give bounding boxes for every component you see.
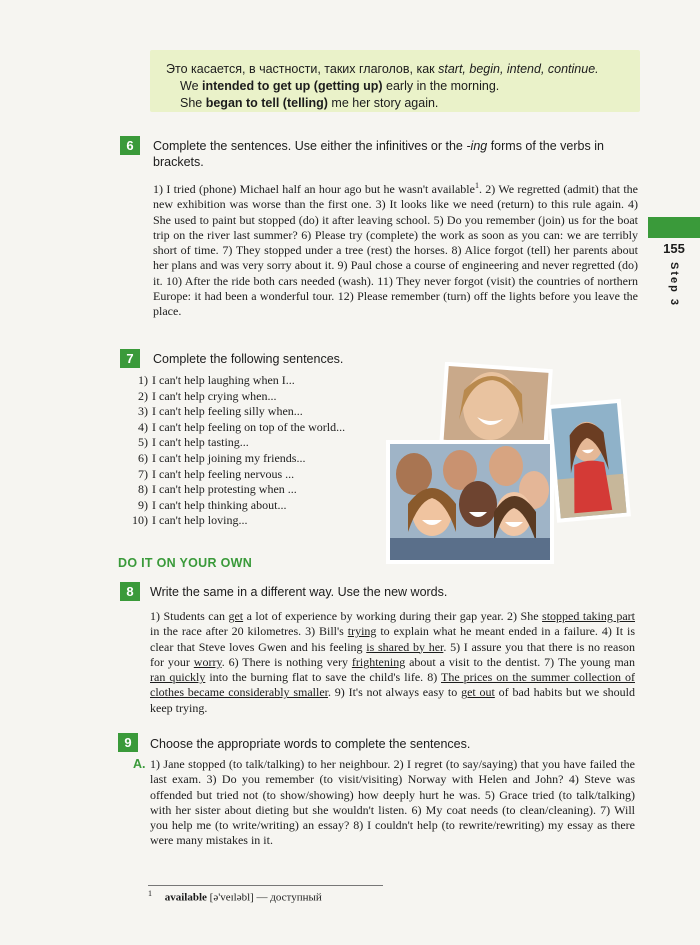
example-text: She bbox=[180, 96, 206, 110]
item-text: I can't help feeling on top of the world... bbox=[152, 419, 346, 434]
sentence-text: a lot of experience by working during their gap year. 2) She bbox=[243, 609, 543, 623]
task-8-number: 8 bbox=[120, 582, 140, 601]
task-6-sentences: 1) I tried (phone) Michael half an hour ago but he wasn't available bbox=[153, 182, 475, 196]
list-item bbox=[124, 498, 394, 514]
item-text: I can't help thinking about... bbox=[152, 497, 287, 512]
list-item bbox=[124, 435, 394, 451]
grammar-rule-box bbox=[150, 50, 640, 112]
page-side-tab bbox=[648, 217, 700, 308]
item-text: I can't help joining my friends... bbox=[152, 450, 306, 465]
item-text: I can't help feeling silly when... bbox=[152, 404, 303, 419]
sentence-text: to explain what he meant ended in a failure. 4) It is clear that Steve loves Gwen and his feeling bbox=[150, 624, 635, 654]
title-text: Complete the sentences. Use either the infinitives or the bbox=[153, 139, 467, 153]
item-text: I can't help laughing when I... bbox=[152, 373, 295, 387]
task-7-number: 7 bbox=[120, 349, 140, 368]
do-it-on-your-own-heading: DO IT ON YOUR OWN bbox=[118, 556, 253, 570]
list-item bbox=[124, 389, 394, 405]
sentence-text: . 9) It's not always easy to bbox=[328, 685, 462, 700]
item-number: 1) bbox=[138, 373, 148, 387]
item-number: 9) bbox=[138, 497, 148, 512]
example-text: early in the morning. bbox=[382, 79, 500, 93]
footnote-word: available bbox=[164, 891, 207, 904]
list-item bbox=[124, 467, 394, 483]
rule-example-2 bbox=[166, 95, 640, 112]
example-highlight: intended to get up (getting up) bbox=[202, 79, 383, 93]
task-9-number: 9 bbox=[118, 733, 138, 752]
underlined-phrase: get bbox=[228, 609, 244, 623]
item-number: 6) bbox=[138, 450, 148, 465]
item-text: I can't help protesting when ... bbox=[152, 482, 297, 497]
sentence-text: . 6) There is nothing very bbox=[221, 654, 352, 669]
sentence-text: 1) Students can bbox=[150, 609, 229, 623]
page-number: 155 bbox=[663, 241, 685, 256]
step-label: Step 3 bbox=[668, 262, 680, 308]
list-item bbox=[124, 482, 394, 498]
footnote-mark: 1 bbox=[474, 181, 479, 190]
footnote-definition: [ə'veɪləbl] — доступный bbox=[206, 891, 322, 904]
title-text: forms of the verbs in brackets. bbox=[153, 139, 604, 169]
item-number: 10) bbox=[132, 513, 148, 528]
title-italic: -ing bbox=[466, 139, 488, 153]
sentence-text: . 5) I assure you that there is no reason for your bbox=[150, 639, 635, 669]
footnote-mark: 1 bbox=[148, 889, 152, 898]
item-text: I can't help feeling nervous ... bbox=[152, 466, 295, 481]
item-number: 3) bbox=[138, 404, 148, 419]
rule-verbs: start, begin, intend, continue. bbox=[438, 62, 599, 76]
item-text: I can't help loving... bbox=[152, 513, 248, 528]
list-item bbox=[124, 420, 394, 436]
item-number: 4) bbox=[138, 419, 148, 434]
item-number: 2) bbox=[138, 388, 148, 403]
item-text: I can't help tasting... bbox=[152, 435, 249, 450]
laughing-people-photo bbox=[386, 362, 631, 564]
list-item bbox=[124, 373, 394, 389]
task-8-title: Write the same in a different way. Use the new words. bbox=[150, 585, 448, 599]
underlined-phrase: frightening bbox=[351, 654, 406, 669]
item-number: 5) bbox=[138, 435, 148, 450]
list-item bbox=[124, 451, 394, 467]
rule-intro-text: Это касается, в частности, таких глаголов, как bbox=[166, 62, 439, 76]
item-number: 8) bbox=[138, 482, 148, 497]
task-6-title bbox=[153, 138, 643, 170]
example-text: me her story again. bbox=[327, 96, 439, 110]
task-6-number: 6 bbox=[120, 136, 140, 155]
task-8-text bbox=[150, 609, 635, 716]
task-6-text bbox=[153, 178, 638, 320]
underlined-phrase: trying bbox=[347, 624, 377, 639]
sentence-text: into the burning flat to save the child's life. 8) bbox=[205, 670, 441, 685]
item-number: 7) bbox=[138, 466, 148, 481]
footnote bbox=[148, 889, 322, 904]
task-7-list bbox=[124, 373, 394, 529]
task-6-sentences: . 2) We regretted (admit) that the new exhibition was worse than the first one. 3) It looks like we need (return) to this rule again. 4) She used to paint but stopped (do) it after leaving school. 5) Do you remember (join) us for the boat trip on the river last summer? 6) Please try (complete) the work as soon as you can: we are terribly short of time. 7) They stopped under a tree (rest) the horses. 8) Alice forgot (tell) her parents about her plans and was very sorry about it. 9) Paul chose a course of engineering and never regretted (do) it. 10) After the ride both cars needed (wash). 11) They never forgot (visit) the countries of northern Europe: it had been a wonderful tour. 12) Please remember (turn) off the lights before you leave the place. bbox=[153, 182, 638, 319]
list-item bbox=[124, 404, 394, 420]
underlined-phrase: ran quickly bbox=[150, 670, 206, 685]
underlined-phrase: worry bbox=[193, 654, 222, 669]
underlined-phrase: is shared by her bbox=[366, 639, 444, 654]
sentence-text: of bad habits but we should keep trying. bbox=[150, 685, 635, 715]
item-text: I can't help crying when... bbox=[152, 388, 277, 403]
rule-example-1 bbox=[166, 78, 640, 95]
task-9-title: Choose the appropriate words to complete the sentences. bbox=[150, 737, 471, 751]
side-tab-color-bar bbox=[648, 217, 700, 238]
list-item bbox=[124, 513, 394, 529]
task-9-text: 1) Jane stopped (to talk/talking) to her neighbour. 2) I regret (to say/saying) that you have failed the last exam. 3) Do you remember (to visit/visiting) Norway with Helen and John? 4) Steve was offended but tried not (to show/showing) how deeply hurt he was. 5) Grace tried (to talk/talking) with her sister about dieting but she wouldn't listen. 6) My coat needs (to clean/cleaning). 7) Will you help me (to write/writing) an essay? 8) I couldn't help (to rewrite/rewriting) my essay as there were many mistakes in it. bbox=[150, 757, 635, 848]
underlined-phrase: stopped taking part bbox=[542, 609, 636, 623]
underlined-phrase: get out bbox=[461, 685, 495, 700]
rule-line-1 bbox=[166, 61, 640, 78]
task-7-title: Complete the following sentences. bbox=[153, 352, 344, 366]
section-a-label: A. bbox=[133, 757, 146, 771]
footnote-divider bbox=[148, 885, 383, 886]
photo-collage-illustration bbox=[386, 362, 631, 564]
example-highlight: began to tell (telling) bbox=[205, 96, 328, 110]
example-text: We bbox=[180, 79, 202, 93]
sentence-text: in the race after 20 kilometres. 3) Bill's bbox=[150, 624, 348, 639]
sentence-text: about a visit to the dentist. 7) The young man bbox=[405, 654, 635, 669]
underlined-phrase: The prices on the summer collection of clothes became considerably smaller bbox=[150, 670, 635, 700]
